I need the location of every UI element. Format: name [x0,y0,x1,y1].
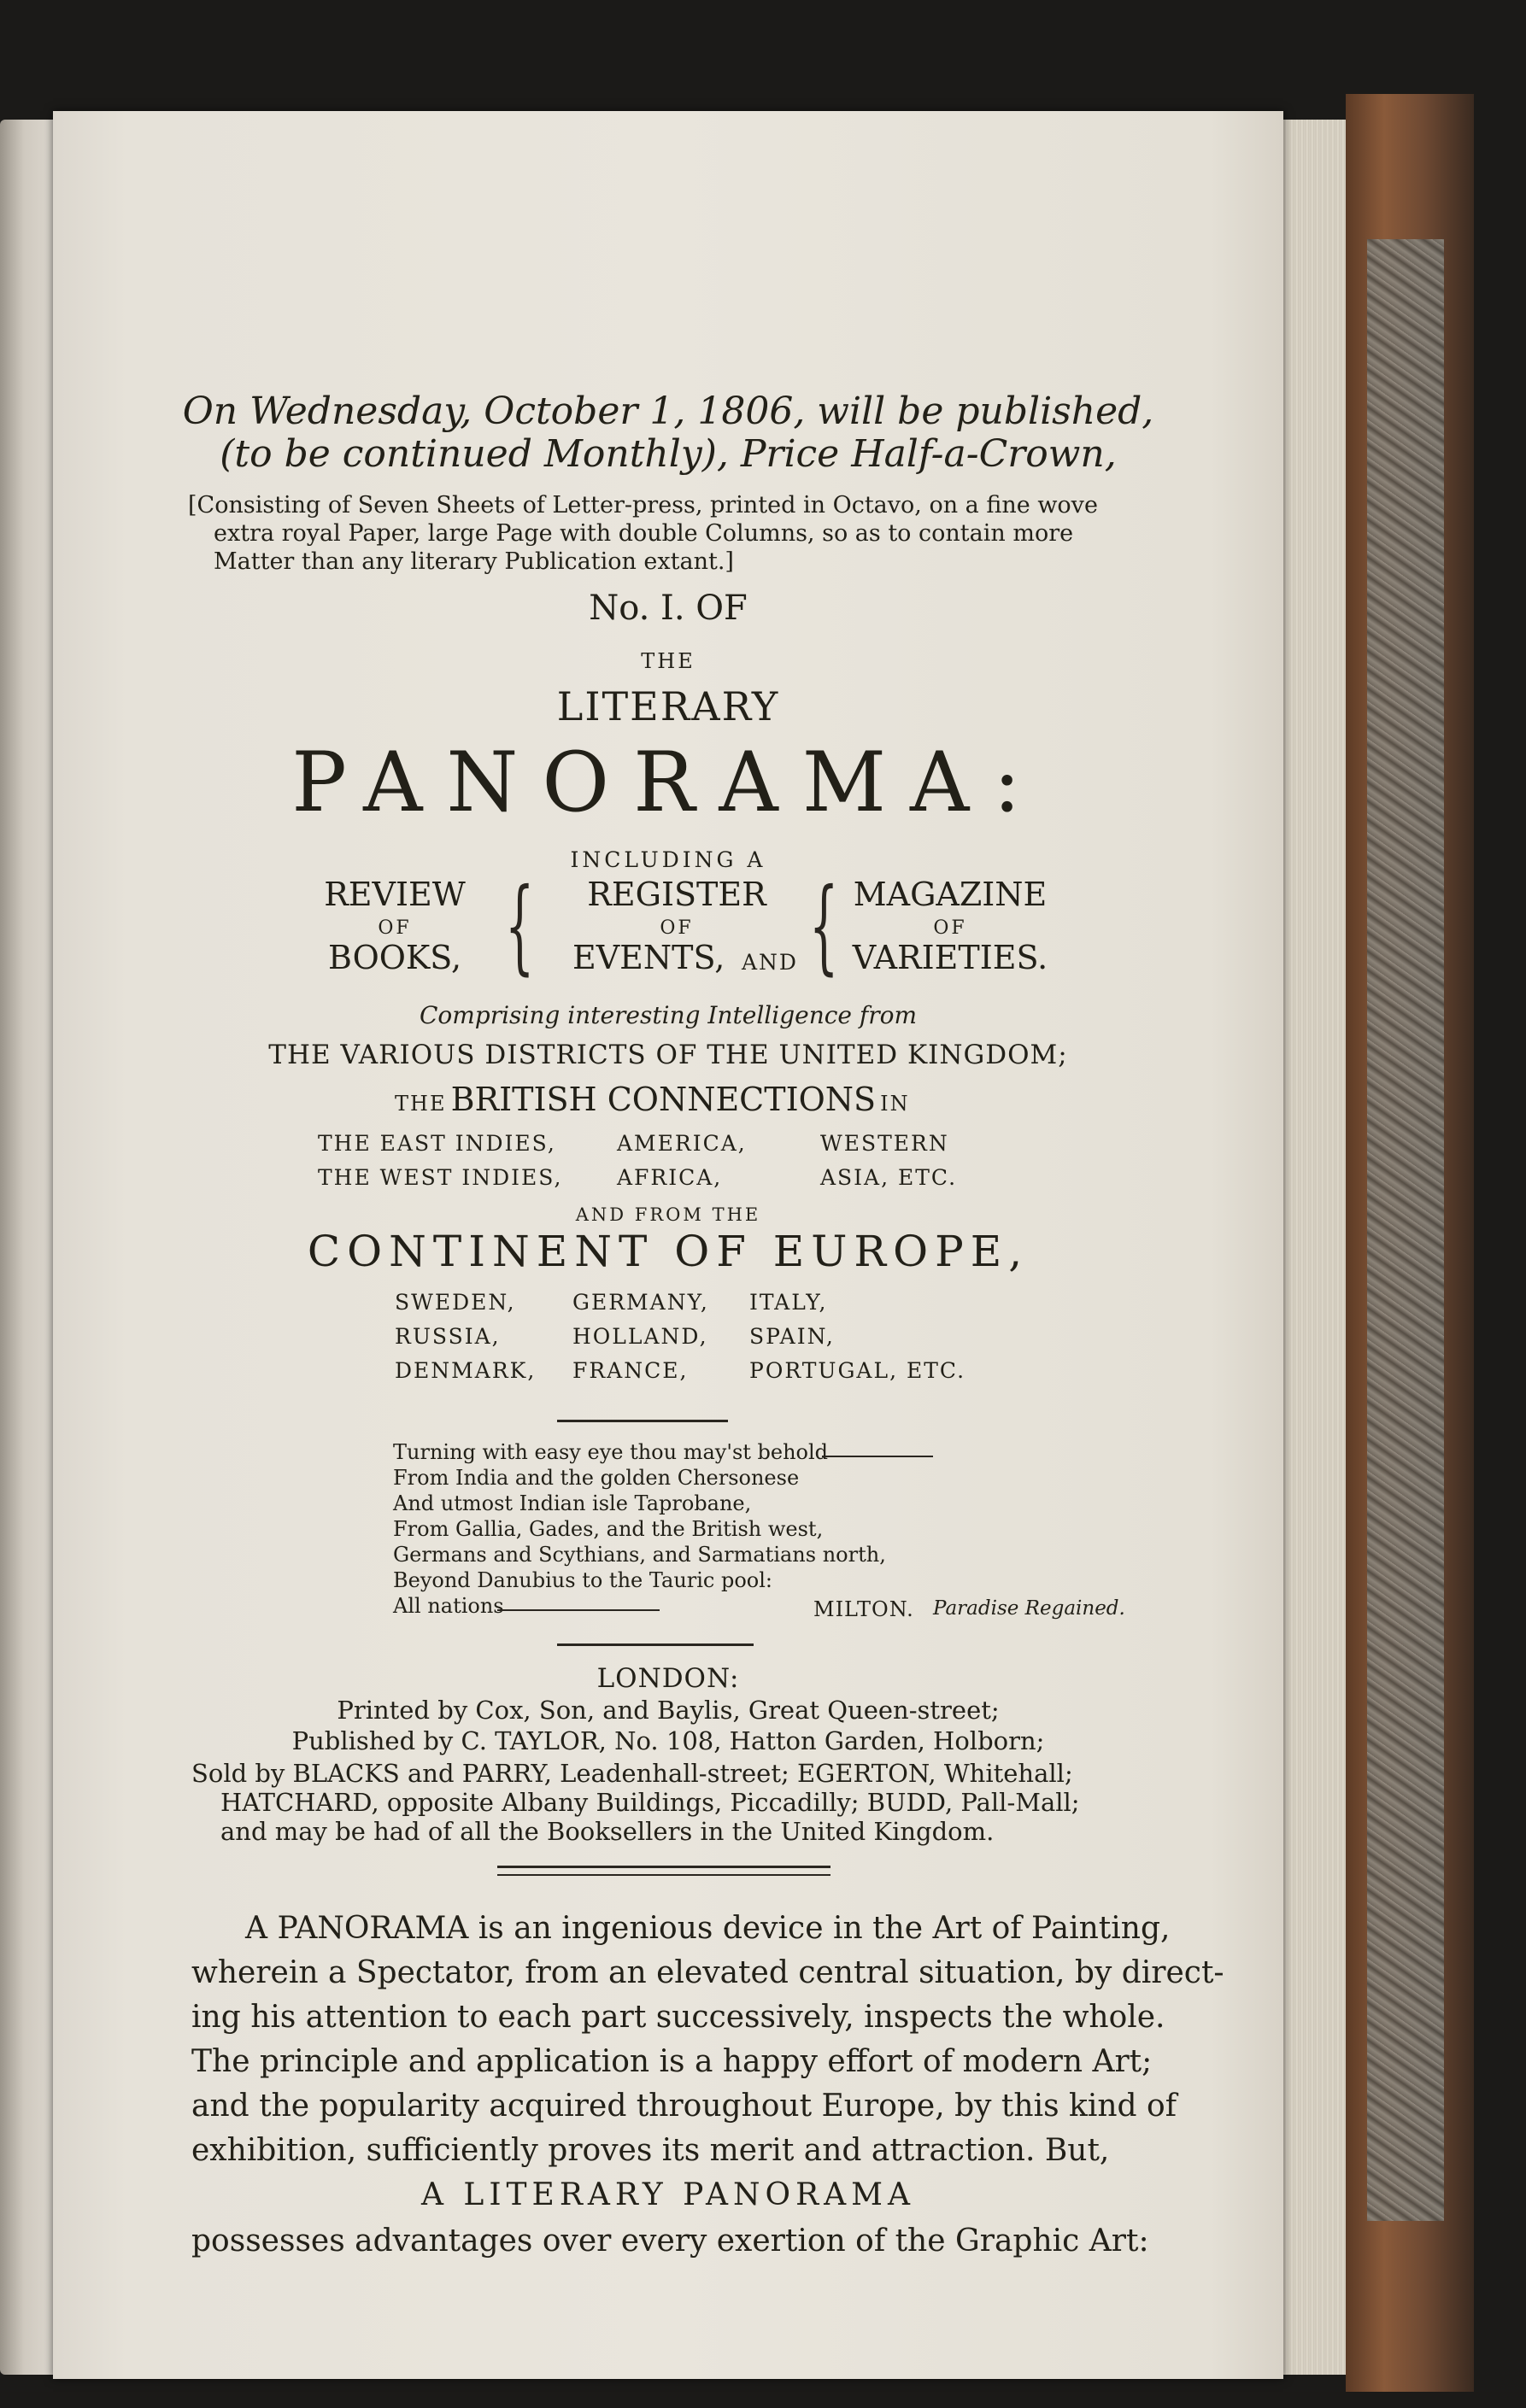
divider-3 [497,1866,830,1868]
bracket-note-1: [Consisting of Seven Sheets of Letter-press, printed in Octavo, on a fine wove [188,492,1098,519]
country-portugal: PORTUGAL, ETC. [749,1358,966,1383]
region-east-indies: THE EAST INDIES, [318,1131,556,1156]
imprint-sold-3: and may be had of all the Booksellers in the United Kingdom. [220,1817,995,1846]
connections-line [395,1083,910,1116]
country-russia: RUSSIA, [395,1324,501,1349]
poem-line-4: From Gallia, Gades, and the British west, [393,1517,824,1541]
country-spain: SPAIN, [749,1324,835,1349]
region-africa: AFRICA, [617,1165,723,1190]
divider-2 [557,1643,754,1646]
register-label: REGISTER [587,876,766,913]
divider-1 [557,1420,728,1422]
imprint-sold-1: Sold by BLACKS and PARRY, Leadenhall-street; EGERTON, Whitehall; [191,1759,1073,1788]
bracket-note-3: Matter than any literary Publication extant.] [214,548,734,575]
varieties-label: VARIETIES. [852,939,1048,976]
magazine-label: MAGAZINE [853,876,1048,913]
country-sweden: SWEDEN, [395,1290,516,1315]
districts-line: THE VARIOUS DISTRICTS OF THE UNITED KINGDOM; [268,1040,1068,1070]
region-west-indies: THE WEST INDIES, [318,1165,563,1190]
bracket-note-2: extra royal Paper, large Page with double Columns, so as to contain more [214,520,1074,547]
review-label: REVIEW [324,876,466,913]
brace-1: { [504,867,535,986]
brace-2: { [808,867,839,986]
register-of: OF [660,917,694,939]
imprint-sold-2: HATCHARD, opposite Albany Buildings, Piccadilly; BUDD, Pall-Mall; [220,1788,1080,1817]
connections-the: THE [395,1092,447,1116]
connections-main: BRITISH CONNECTIONS [450,1081,877,1118]
body-line-7: A LITERARY PANORAMA [420,2177,916,2212]
poem-line-1: Turning with easy eye thou may'st behold [393,1440,829,1464]
body-line-8: possesses advantages over every exertion of the Graphic Art: [191,2223,1149,2259]
title-literary: LITERARY [556,683,780,729]
country-denmark: DENMARK, [395,1358,537,1383]
connections-in: IN [880,1092,910,1116]
cover-marble [1367,239,1444,2221]
continent-of-europe: CONTINENT OF EUROPE, [307,1227,1030,1276]
region-western: WESTERN [820,1131,949,1156]
attribution-author: MILTON. [813,1597,914,1621]
including-a: INCLUDING A [570,847,766,872]
attribution-work: Paradise Regained. [933,1597,1125,1620]
body-line-2: wherein a Spectator, from an elevated central situation, by direct- [191,1955,1224,1990]
and-label: AND [742,950,798,975]
imprint-printed: Printed by Cox, Son, and Baylis, Great Queen-street; [337,1696,1000,1725]
poem-line-7: All nations [393,1594,504,1618]
country-germany: GERMANY, [572,1290,709,1315]
body-line-4: The principle and application is a happy effort of modern Art; [191,2044,1153,2079]
header-line-1: On Wednesday, October 1, 1806, will be published, [182,390,1154,433]
events-label: EVENTS, [572,939,725,976]
divider-3b [497,1874,830,1876]
body-line-1: A PANORAMA is an ingenious device in the Art of Painting, [245,1911,1171,1946]
and-from-the: AND FROM THE [575,1204,761,1225]
books-label: BOOKS, [327,939,462,976]
poem-line-2: From India and the golden Chersonese [393,1466,800,1490]
title-the: THE [641,649,696,673]
country-france: FRANCE, [572,1358,689,1383]
title-page [53,111,1283,2379]
region-asia: ASIA, ETC. [820,1165,958,1190]
body-line-6: exhibition, sufficiently proves its merit and attraction. But, [191,2133,1110,2168]
poem-dash-1 [822,1456,933,1457]
poem-dash-2 [497,1609,660,1611]
left-page-edge [0,120,53,2375]
imprint-published: Published by C. TAYLOR, No. 108, Hatton Garden, Holborn; [291,1726,1045,1755]
country-holland: HOLLAND, [572,1324,708,1349]
body-line-5: and the popularity acquired throughout Europe, by this kind of [191,2089,1177,2124]
comprising-line: Comprising interesting Intelligence from [419,1001,918,1029]
header-line-2: (to be continued Monthly), Price Half-a-Crown, [220,432,1117,476]
region-america: AMERICA, [617,1131,747,1156]
title-panorama: PANORAMA: [291,735,1045,830]
poem-line-3: And utmost Indian isle Taprobane, [393,1491,752,1515]
body-line-3: ing his attention to each part successively, inspects the whole. [191,2000,1165,2035]
issue-number: No. I. OF [589,589,748,628]
magazine-of: OF [933,917,967,939]
country-italy: ITALY, [749,1290,828,1315]
poem-line-5: Germans and Scythians, and Sarmatians north, [393,1543,886,1567]
page-edges [1273,120,1350,2375]
imprint-london: LONDON: [596,1663,740,1694]
poem-line-6: Beyond Danubius to the Tauric pool: [393,1568,773,1592]
review-of: OF [378,917,412,939]
